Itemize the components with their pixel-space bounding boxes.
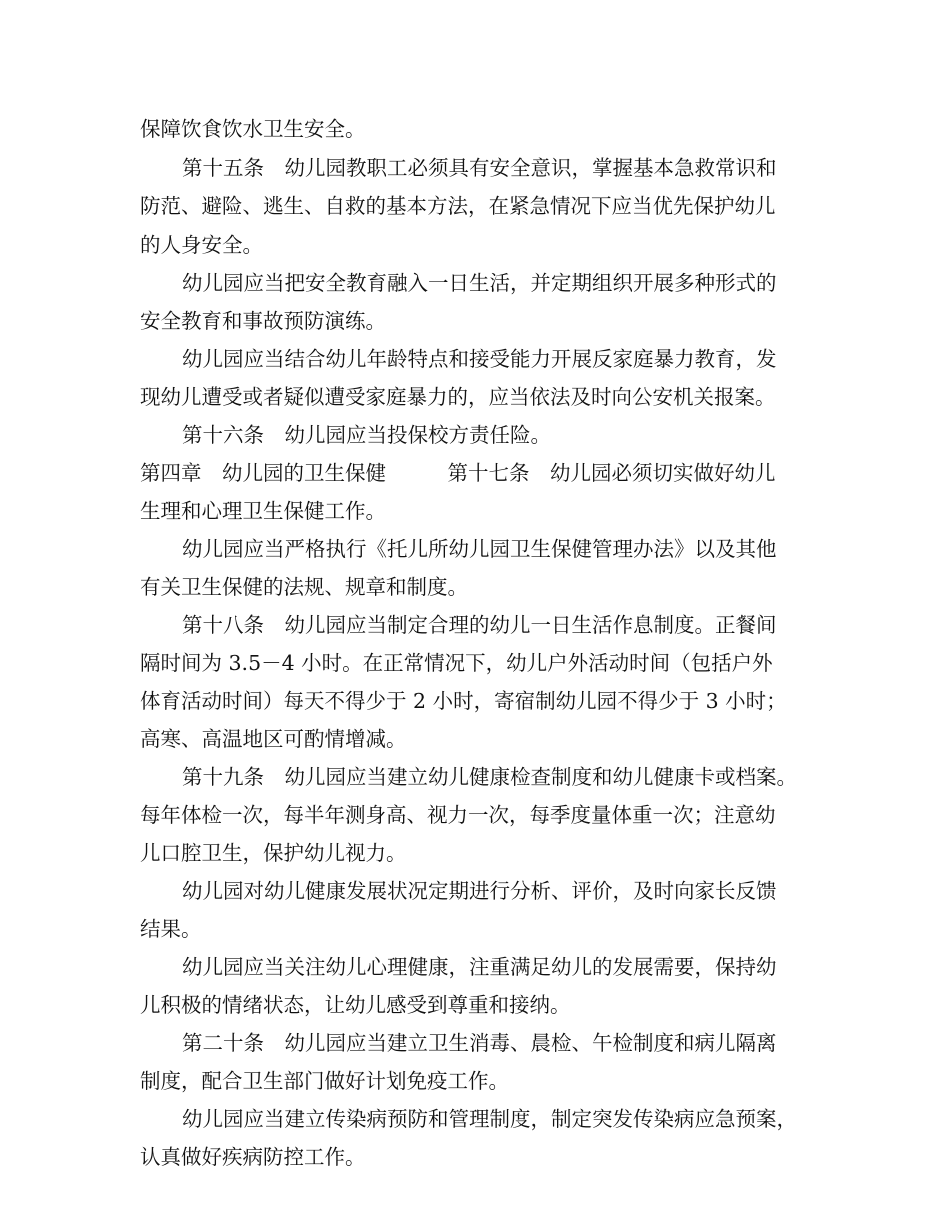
text-line: 结果。	[140, 917, 202, 941]
text-line: 隔时间为 3.5－4 小时。在正常情况下，幼儿户外活动时间（包括户外	[140, 651, 773, 675]
paragraph-start-line: 幼儿园应当严格执行《托儿所幼儿园卫生保健管理办法》以及其他	[182, 537, 777, 561]
article-15-heading-line: 第十五条 幼儿园教职工必须具有安全意识，掌握基本急救常识和	[182, 156, 777, 180]
article-16-heading-line: 第十六条 幼儿园应当投保校方责任险。	[182, 423, 551, 447]
article-19-heading-line: 第十九条 幼儿园应当建立幼儿健康检查制度和幼儿健康卡或档案。	[182, 765, 797, 789]
text-line: 体育活动时间）每天不得少于 2 小时，寄宿制幼儿园不得少于 3 小时；	[140, 689, 787, 713]
text-line: 有关卫生保健的法规、规章和制度。	[140, 575, 468, 599]
text-line: 每年体检一次，每半年测身高、视力一次，每季度量体重一次；注意幼	[140, 803, 776, 827]
paragraph-start-line: 幼儿园应当建立传染病预防和管理制度，制定突发传染病应急预案，	[182, 1107, 797, 1131]
text-line: 高寒、高温地区可酌情增减。	[140, 727, 407, 751]
article-20-heading-line: 第二十条 幼儿园应当建立卫生消毒、晨检、午检制度和病儿隔离	[182, 1031, 777, 1055]
paragraph-start-line: 幼儿园应当关注幼儿心理健康，注重满足幼儿的发展需要，保持幼	[182, 955, 777, 979]
text-line: 防范、避险、逃生、自救的基本方法，在紧急情况下应当优先保护幼儿	[140, 194, 776, 218]
text-line: 保障饮食饮水卫生安全。	[140, 117, 366, 141]
text-line: 儿口腔卫生，保护幼儿视力。	[140, 841, 407, 865]
text-line: 儿积极的情绪状态，让幼儿感受到尊重和接纳。	[140, 993, 571, 1017]
text-line: 安全教育和事故预防演练。	[140, 309, 386, 333]
text-line: 生理和心理卫生保健工作。	[140, 499, 386, 523]
paragraph-start-line: 幼儿园应当把安全教育融入一日生活，并定期组织开展多种形式的	[182, 271, 777, 295]
chapter-4-heading-line: 第四章 幼儿园的卫生保健 第十七条 幼儿园必须切实做好幼儿	[140, 461, 776, 485]
paragraph-start-line: 幼儿园应当结合幼儿年龄特点和接受能力开展反家庭暴力教育，发	[182, 347, 777, 371]
text-line: 的人身安全。	[140, 233, 263, 257]
text-line: 制度，配合卫生部门做好计划免疫工作。	[140, 1069, 509, 1093]
text-line: 认真做好疾病防控工作。	[140, 1145, 366, 1169]
article-18-heading-line: 第十八条 幼儿园应当制定合理的幼儿一日生活作息制度。正餐间	[182, 613, 777, 637]
paragraph-start-line: 幼儿园对幼儿健康发展状况定期进行分析、评价，及时向家长反馈	[182, 879, 777, 903]
text-line: 现幼儿遭受或者疑似遭受家庭暴力的，应当依法及时向公安机关报案。	[140, 385, 776, 409]
